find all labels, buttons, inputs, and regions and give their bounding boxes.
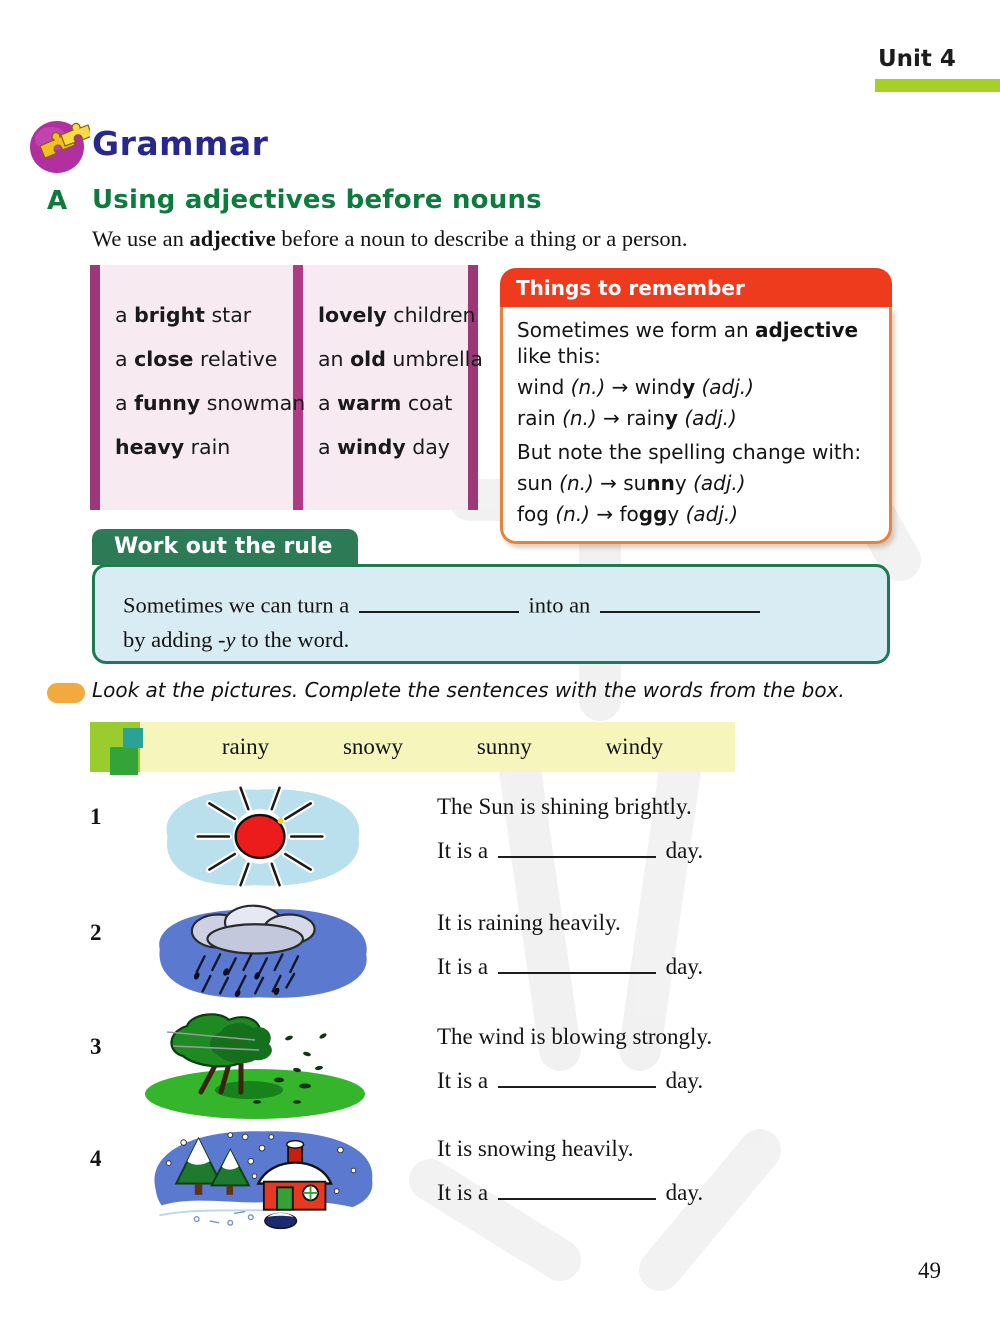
answer-blank: [498, 832, 656, 858]
item-number: 4: [90, 1146, 102, 1171]
exercise-sentence: The wind is blowing strongly. It is a day.: [437, 1024, 713, 1094]
page-number: 49: [918, 1258, 941, 1283]
section-title: Using adjectives before nouns: [92, 185, 542, 215]
item-number: 1: [90, 804, 102, 829]
noun-to-adjective-rule: fog (n.) → foggy (adj.): [517, 502, 739, 526]
section-intro: We use an adjective before a noun to describe a thing or a person.: [92, 226, 688, 251]
example-phrase: a warm coat: [318, 391, 453, 415]
word-option: rainy: [221, 734, 270, 759]
example-phrase: a funny snowman: [115, 391, 306, 415]
arrow-glyph: →: [600, 471, 617, 495]
item-number: 2: [90, 920, 102, 945]
example-phrase: heavy rain: [115, 435, 231, 459]
exercise-sentence: The Sun is shining brightly. It is a day.: [437, 794, 704, 864]
exercise-item-2: [90, 896, 920, 1008]
exercise-item-4: [90, 1122, 920, 1234]
examples-table: [90, 265, 483, 510]
exercise-instruction: Look at the pictures. Complete the sentences with the words from the box.: [92, 678, 845, 702]
snow-scene-picture: [132, 1122, 392, 1234]
things-to-remember-title: Things to remember: [500, 268, 892, 307]
arrow-glyph: →: [596, 502, 614, 526]
sun-picture: [132, 780, 392, 892]
puzzle-pieces-icon: [28, 120, 90, 174]
noun-to-adjective-rule: rain (n.) → rainy (adj.): [517, 406, 737, 430]
word-option: windy: [605, 734, 664, 759]
example-phrase: a close relative: [115, 347, 278, 371]
exercise-item-3: [90, 1010, 920, 1122]
example-phrase: a bright star: [115, 303, 252, 327]
rule-blank-2: [600, 587, 760, 613]
arrow-glyph: →: [603, 406, 620, 430]
rule-blank-1: [359, 587, 519, 613]
answer-blank: [498, 948, 656, 974]
windy-tree-picture: [132, 1010, 392, 1122]
rule-sentence: Sometimes we can turn a into an by adding -y to the word.: [123, 587, 764, 653]
example-phrase: lovely children: [318, 303, 476, 327]
word-option: snowy: [342, 734, 404, 759]
work-out-the-rule-tab: Work out the rule: [92, 529, 358, 565]
unit-label: Unit 4: [878, 46, 956, 72]
unit-underline-bar: [875, 79, 1000, 92]
remember-intro: Sometimes we form an adjective like this:: [517, 318, 859, 368]
item-number: 3: [90, 1034, 102, 1059]
table-left-bar: [90, 265, 100, 510]
examples-column-2: [318, 293, 483, 469]
exercise-item-1: [90, 780, 920, 892]
instruction-arrow-pill: [47, 683, 85, 703]
page-title: Grammar: [92, 124, 269, 163]
noun-to-adjective-rule: wind (n.) → windy (adj.): [517, 375, 754, 399]
example-phrase: a windy day: [318, 435, 450, 459]
things-to-remember-body: [500, 307, 892, 544]
rain-cloud-picture: [132, 896, 392, 1008]
teal-square-decoration: [123, 728, 143, 748]
things-to-remember-card: [500, 268, 892, 544]
section-letter: A: [47, 186, 68, 216]
example-phrase: an old umbrella: [318, 347, 483, 371]
examples-column-1: [115, 293, 305, 469]
arrow-glyph: →: [611, 375, 629, 399]
answer-blank: [498, 1174, 656, 1200]
word-choice-box: [90, 722, 735, 772]
answer-blank: [498, 1062, 656, 1088]
work-out-the-rule-box: [92, 564, 890, 664]
exercise-sentence: It is raining heavily. It is a day.: [437, 910, 704, 980]
exercise-sentence: It is snowing heavily. It is a day.: [437, 1136, 704, 1206]
word-option: sunny: [476, 734, 532, 759]
spelling-note: But note the spelling change with:: [517, 440, 862, 464]
noun-to-adjective-rule: sun (n.) → sunny (adj.): [517, 471, 746, 495]
green-square-decoration: [110, 747, 138, 775]
